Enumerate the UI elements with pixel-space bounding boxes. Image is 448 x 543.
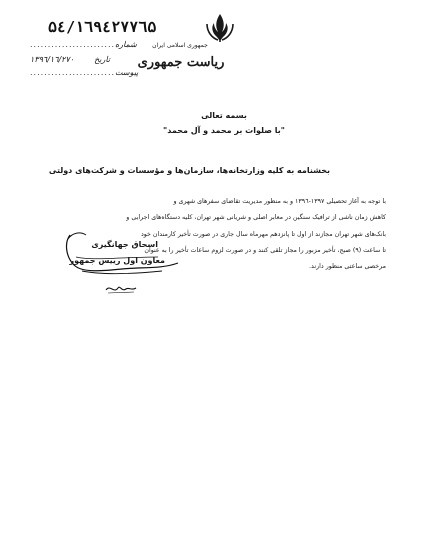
body-line: مرخصی ساعتی منظور دارند. [309, 263, 386, 271]
number-dots: ........................ [30, 40, 116, 49]
body-line: کاهش زمان ناشی از ترافیک سنگین در معابر اصلی و شریانی شهر تهران، کلیه دستگاه‌های اجرایی و [126, 214, 386, 222]
signer-title: معاون اول رییس جمهور [69, 256, 165, 265]
date-value: ۱۳۹٦/۱٦/۲۷۰ [30, 55, 75, 64]
basmala: بسمه تعالی [201, 111, 247, 120]
attachment-label: پیوست [115, 68, 139, 77]
signer-name: اسحاق جهانگیری [91, 240, 158, 249]
org-name: جمهوری اسلامی ایران [152, 42, 208, 49]
number-row [30, 40, 137, 49]
iran-emblem-icon [203, 12, 237, 44]
initials-scribble [104, 280, 138, 296]
number-label: شماره [115, 40, 137, 49]
body-line: بانک‌های شهر تهران مجازند از اول تا پانزدهم مهرماه سال جاری در صورت تأخیر کارمندان خود [140, 230, 386, 238]
body-line: با توجه به آغاز تحصیلی ۱۳۹۷-۱۳۹٦ و به منظور مدیریت تقاضای سفرهای شهری و [173, 198, 386, 205]
date-label: تاریخ [94, 55, 110, 64]
presidency-title: ریاست جمهوری [137, 55, 225, 70]
salawat-line: "با صلوات بر محمد و آل محمد" [163, 126, 285, 135]
circular-title: بخشنامه به کلیه وزارتخانه‌ها، سازمان‌ها و مؤسسات و شرکت‌های دولتی [48, 166, 330, 175]
attachment-dots: ........................ [30, 68, 116, 77]
attachment-row [30, 68, 139, 77]
body-line: تا ساعت (۹) صبح، تأخیر مزبور را مجاز تلقی کنند و در صورت لزوم ساعات تأخیر را به عنوان [144, 246, 386, 254]
letter-number: ۵٤/۱٦۹٤۲۷۷٦۵ [48, 18, 157, 36]
date-row [30, 55, 110, 64]
